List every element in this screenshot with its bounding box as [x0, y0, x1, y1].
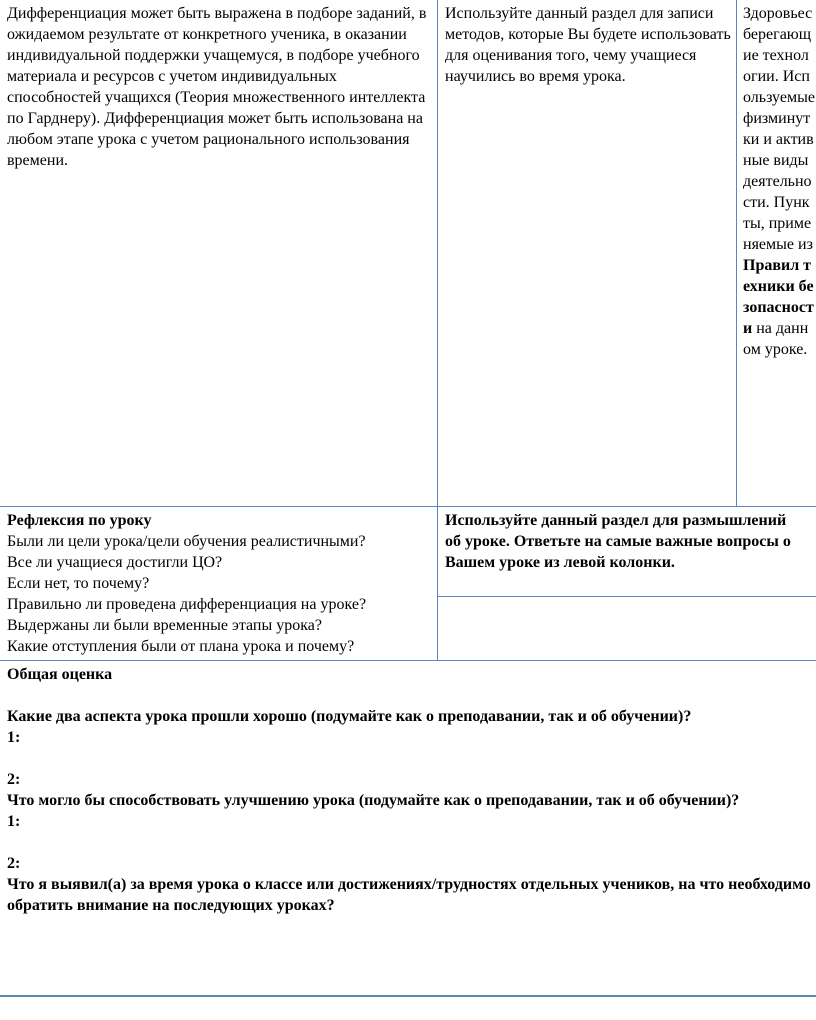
reflection-question: Правильно ли проведена дифференциация на уроке?	[7, 596, 367, 613]
overall-assessment-cell	[7, 664, 812, 916]
question-improvement: Что могло бы способствовать улучшению урока (подумайте как о преподавании, так и об обучении)?	[7, 792, 740, 809]
question-findings: Что я выявил(а) за время урока о классе или достижениях/трудностях отдельных учеников, на что необходимо обратить внимание на последующих уроках?	[7, 876, 811, 914]
divider-col1-col2	[437, 0, 438, 660]
question-went-well: Какие два аспекта урока прошли хорошо (подумайте как о преподавании, так и об обучении)?	[7, 708, 692, 725]
divider-col2-col3	[736, 0, 737, 506]
health-safety-cell	[743, 3, 815, 360]
divider-row2-row3	[0, 660, 816, 661]
divider-row1-row2	[0, 506, 816, 507]
reflection-question: Какие отступления были от плана урока и почему?	[7, 638, 355, 655]
differentiation-cell	[7, 3, 431, 171]
reflection-question: Все ли учащиеся достигли ЦО?	[7, 554, 223, 571]
assessment-text: Используйте данный раздел для записи методов, которые Вы будете использовать для оценивания того, чему учащиеся научились во время урока.	[445, 5, 731, 85]
answer-label: 2:	[7, 855, 21, 872]
safety-rules-text: Правил техники безопасности	[743, 257, 814, 337]
health-safety-text: Здоровьесберегающие технологии. Используемые физминутки и активные виды деятельности. Пункты, применяемые из	[743, 5, 815, 253]
reflection-instructions-text: Используйте данный раздел для размышлений об уроке. Ответьте на самые важные вопросы о Вашем уроке из левой колонки.	[445, 512, 791, 571]
overall-assessment-heading: Общая оценка	[7, 666, 113, 683]
answer-label: 1:	[7, 813, 21, 830]
divider-row2-inner	[437, 596, 816, 597]
reflection-cell	[7, 510, 435, 657]
assessment-cell	[445, 3, 733, 87]
reflection-instructions-cell	[445, 510, 805, 573]
answer-label: 2:	[7, 771, 21, 788]
reflection-question: Выдержаны ли были временные этапы урока?	[7, 617, 322, 634]
health-safety-text-end: на данном уроке.	[743, 320, 809, 358]
reflection-question: Были ли цели урока/цели обучения реалистичными?	[7, 533, 366, 550]
reflection-question: Если нет, то почему?	[7, 575, 150, 592]
table-bottom-border	[0, 995, 816, 997]
answer-label: 1:	[7, 729, 21, 746]
differentiation-text: Дифференциация может быть выражена в подборе заданий, в ожидаемом результате от конкретного ученика, в оказании индивидуальной поддержки учащемуся, в подборе учебного материала и ресурсов с учетом индивидуальных способностей учащихся (Теория множественного интеллекта по Гарднеру). Дифференциация может быть использована на любом этапе урока с учетом рационального использования времени.	[7, 5, 427, 169]
reflection-heading: Рефлексия по уроку	[7, 512, 152, 529]
